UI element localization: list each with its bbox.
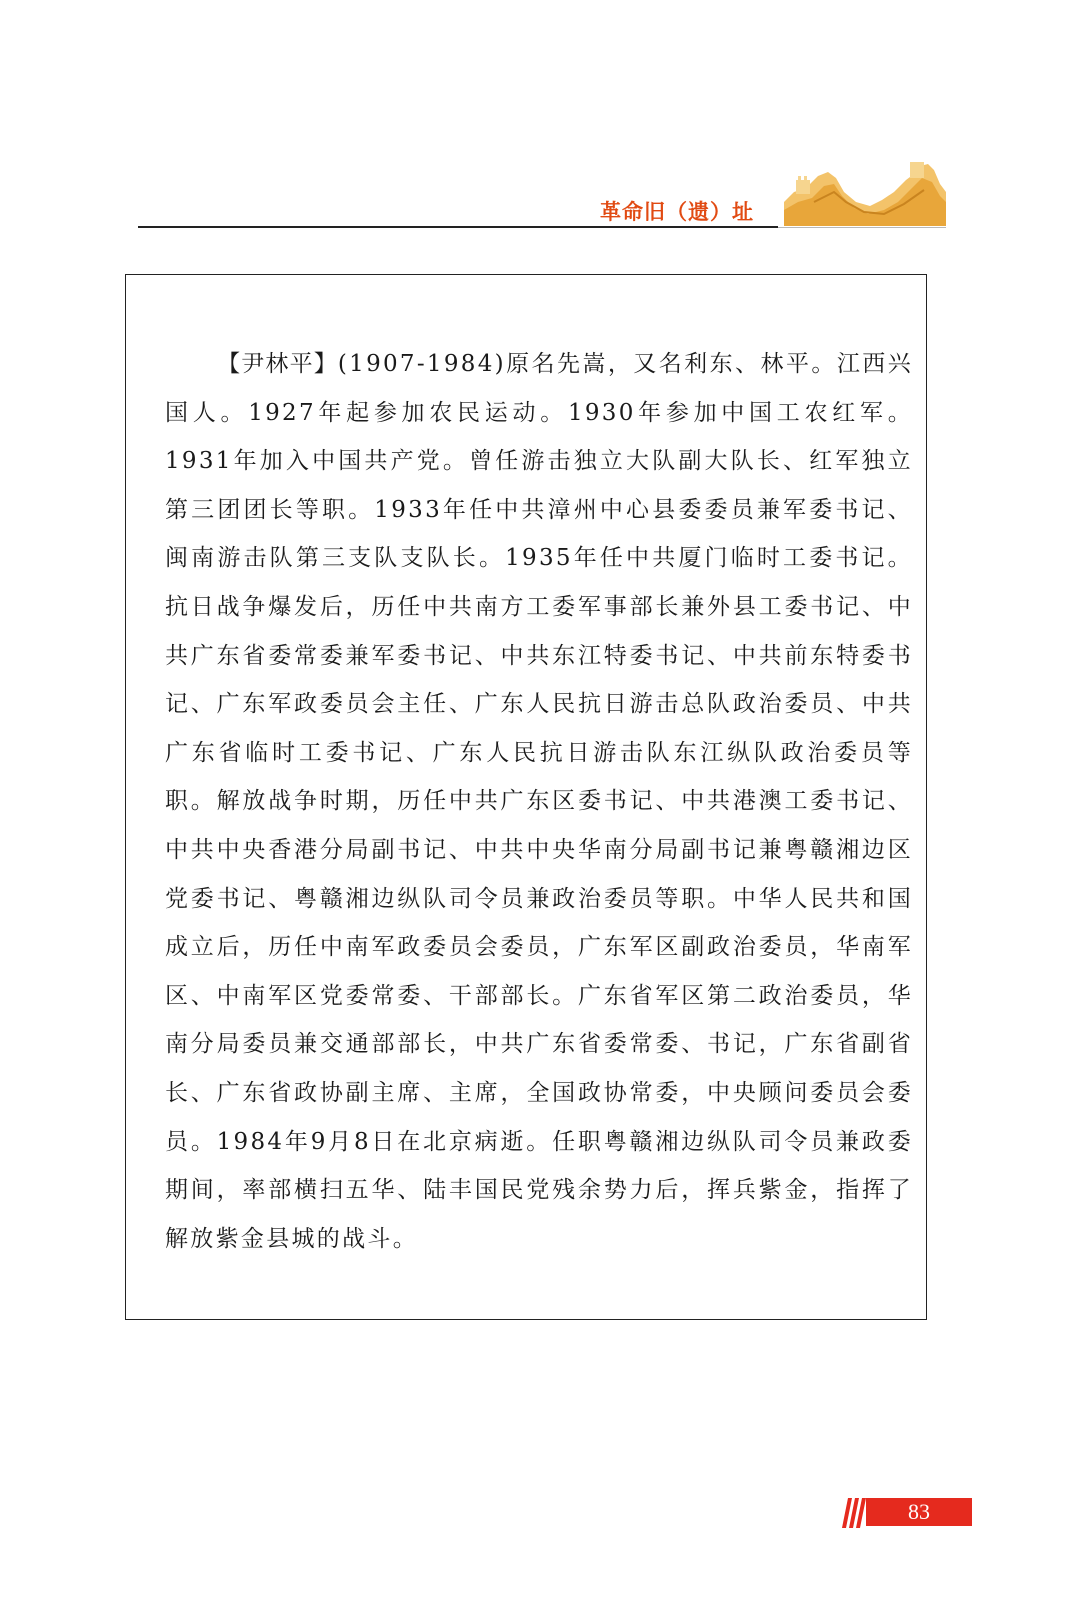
header-rule-extension [778, 227, 946, 228]
biography-paragraph [165, 340, 913, 1263]
header-rule [138, 226, 778, 228]
page-number-bars-icon [842, 1498, 866, 1528]
entry-body-text: (1907-1984)原名先嵩，又名利东、林平。江西兴国人。1927年起参加农民运动。1930年参加中国工农红军。1931年加入中国共产党。曾任游击独立大队副大队长、红军独立第三团团长等职。1933年任中共漳州中心县委委员兼军委书记、闽南游击队第三支队支队长。1935年任中共厦门临时工委书记。抗日战争爆发后，历任中共南方工委军事部长兼外县工委书记、中共广东省委常委兼军委书记、中共东江特委书记、中共前东特委书记、广东军政委员会主任、广东人民抗日游击总队政治委员、中共广东省临时工委书记、广东人民抗日游击队东江纵队政治委员等职。解放战争时期，历任中共广东区委书记、中共港澳工委书记、中共中央香港分局副书记、中共中央华南分局副书记兼粤赣湘边区党委书记、粤赣湘边纵队司令员兼政治委员等职。中华人民共和国成立后，历任中南军政委员会委员，广东军区副政治委员，华南军区、中南军区党委常委、干部部长。广东省军区第二政治委员，华南分局委员兼交通部部长，中共广东省委常委、书记，广东省副省长、广东省政协副主席、主席，全国政协常委，中央顾问委员会委员。1984年9月8日在北京病逝。任职粤赣湘边纵队司令员兼政委期间，率部横扫五华、陆丰国民党残余势力后，挥兵紫金，指挥了解放紫金县城的战斗。 [165, 351, 914, 1252]
great-wall-icon [784, 162, 946, 226]
entry-name-label: 【尹林平】 [217, 351, 338, 377]
page-number: 83 [866, 1498, 972, 1526]
section-title: 革命旧（遗）址 [600, 200, 754, 224]
